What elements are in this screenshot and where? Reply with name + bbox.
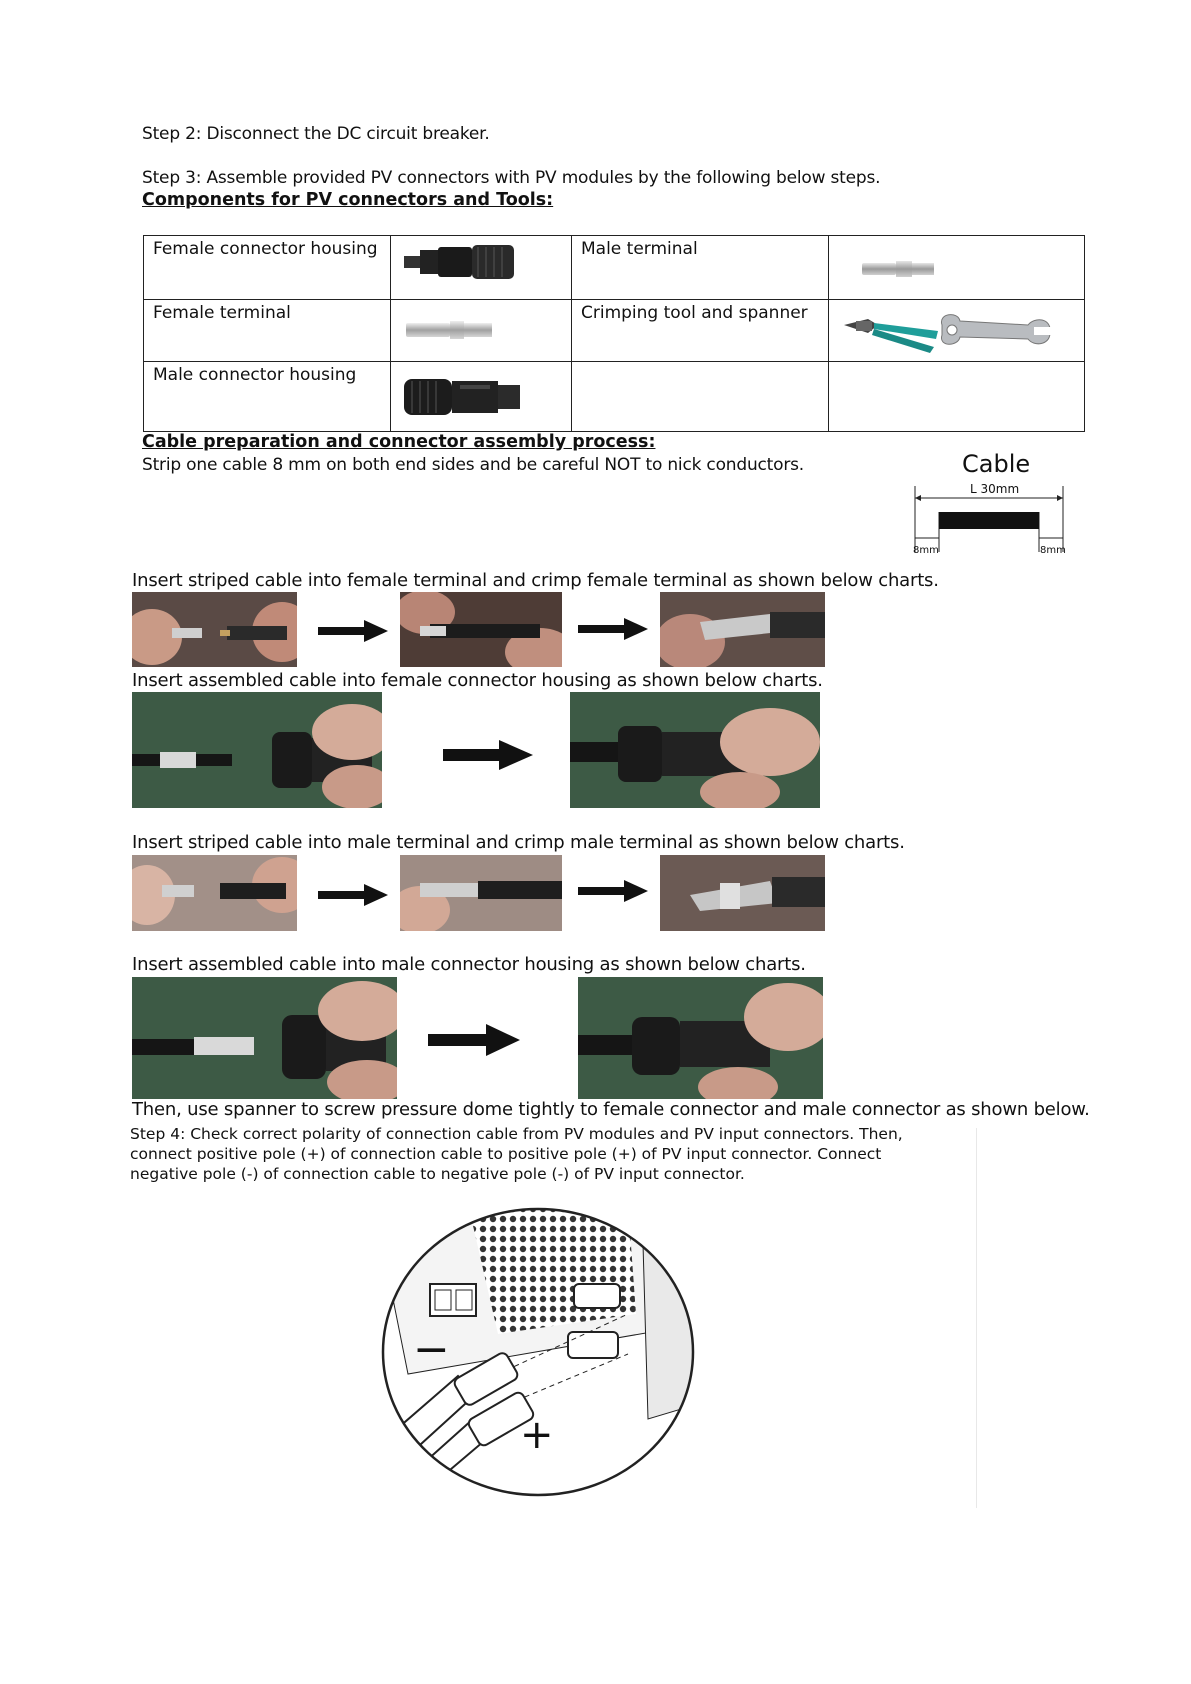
step-2-text: Step 2: Disconnect the DC circuit breaker. [142, 124, 490, 144]
cable-text: Strip one cable 8 mm on both end sides and be careful NOT to nick conductors. [142, 455, 804, 475]
female-connector-housing-icon [400, 239, 530, 285]
cable-title: Cable [962, 450, 1031, 478]
instruction-4: Insert assembled cable into male connector housing as shown below charts. [132, 954, 806, 975]
arrow-right-icon [428, 1024, 520, 1056]
divider [976, 1128, 977, 1508]
component-label: Male connector housing [144, 362, 391, 432]
crimping-tool-spanner-icon [838, 303, 1058, 353]
photo-image [660, 592, 825, 667]
female-terminal-image [391, 300, 572, 362]
photo-male-terminal-3 [660, 855, 825, 931]
photo-female-housing-1 [132, 692, 382, 808]
cable-diagram [912, 450, 1072, 560]
step-4-text: Step 4: Check correct polarity of connection cable from PV modules and PV input connectors. Then, connect positive pole (+) of connection cable to positive pole (+) of PV input connector. Connect negative pole (-) of connection cable to negative pole (-) of PV input connector. [130, 1125, 903, 1183]
female-terminal-icon [400, 313, 510, 347]
female-connector-housing-image [391, 236, 572, 300]
photo-male-housing-2 [578, 977, 823, 1099]
photo-image [132, 855, 297, 931]
instruction-3: Insert striped cable into male terminal and crimp male terminal as shown below charts. [132, 832, 905, 853]
right-strip-label: 8mm [1040, 545, 1066, 556]
photo-image [132, 977, 397, 1099]
left-strip-label: 8mm [913, 545, 939, 556]
components-heading: Components for PV connectors and Tools: [142, 190, 554, 210]
negative-pole-label: − [413, 1324, 450, 1375]
photo-female-terminal-1 [132, 592, 297, 667]
component-label: Male terminal [572, 236, 829, 300]
arrow-right-icon [578, 880, 648, 902]
arrow-right-icon [578, 618, 648, 640]
photo-image [660, 855, 825, 931]
photo-image [132, 592, 297, 667]
photo-female-housing-2 [570, 692, 820, 808]
male-connector-housing-icon [400, 371, 530, 423]
instruction-5: Then, use spanner to screw pressure dome tightly to female connector and male connector as shown below. [132, 1099, 1090, 1120]
empty-cell [829, 362, 1085, 432]
instruction-2: Insert assembled cable into female connector housing as shown below charts. [132, 670, 823, 691]
cable-length-label: L 30mm [970, 482, 1020, 496]
arrow-right-icon [318, 620, 388, 642]
photo-male-terminal-1 [132, 855, 297, 931]
photo-image [400, 592, 562, 667]
component-label: Female terminal [144, 300, 391, 362]
cable-heading: Cable preparation and connector assembly process: [142, 432, 656, 452]
empty-cell [572, 362, 829, 432]
photo-female-terminal-2 [400, 592, 562, 667]
crimping-tool-spanner-image [829, 300, 1085, 362]
photo-image [132, 692, 382, 808]
male-connector-housing-image [391, 362, 572, 432]
component-label: Crimping tool and spanner [572, 300, 829, 362]
pv-input-connector-illustration [378, 1204, 698, 1500]
instruction-1: Insert striped cable into female terminal and crimp female terminal as shown below charts. [132, 570, 939, 591]
step-3-text: Step 3: Assemble provided PV connectors with PV modules by the following below steps. [142, 168, 881, 188]
arrow-right-icon [443, 740, 533, 770]
photo-male-housing-1 [132, 977, 397, 1099]
photo-female-terminal-3 [660, 592, 825, 667]
arrow-right-icon [318, 884, 388, 906]
positive-pole-label: + [520, 1412, 554, 1458]
male-terminal-image [829, 236, 1085, 300]
components-table [143, 235, 1085, 432]
photo-image [578, 977, 823, 1099]
photo-male-terminal-2 [400, 855, 562, 931]
component-label: Female connector housing [144, 236, 391, 300]
photo-image [570, 692, 820, 808]
photo-image [400, 855, 562, 931]
male-terminal-icon [860, 251, 960, 291]
